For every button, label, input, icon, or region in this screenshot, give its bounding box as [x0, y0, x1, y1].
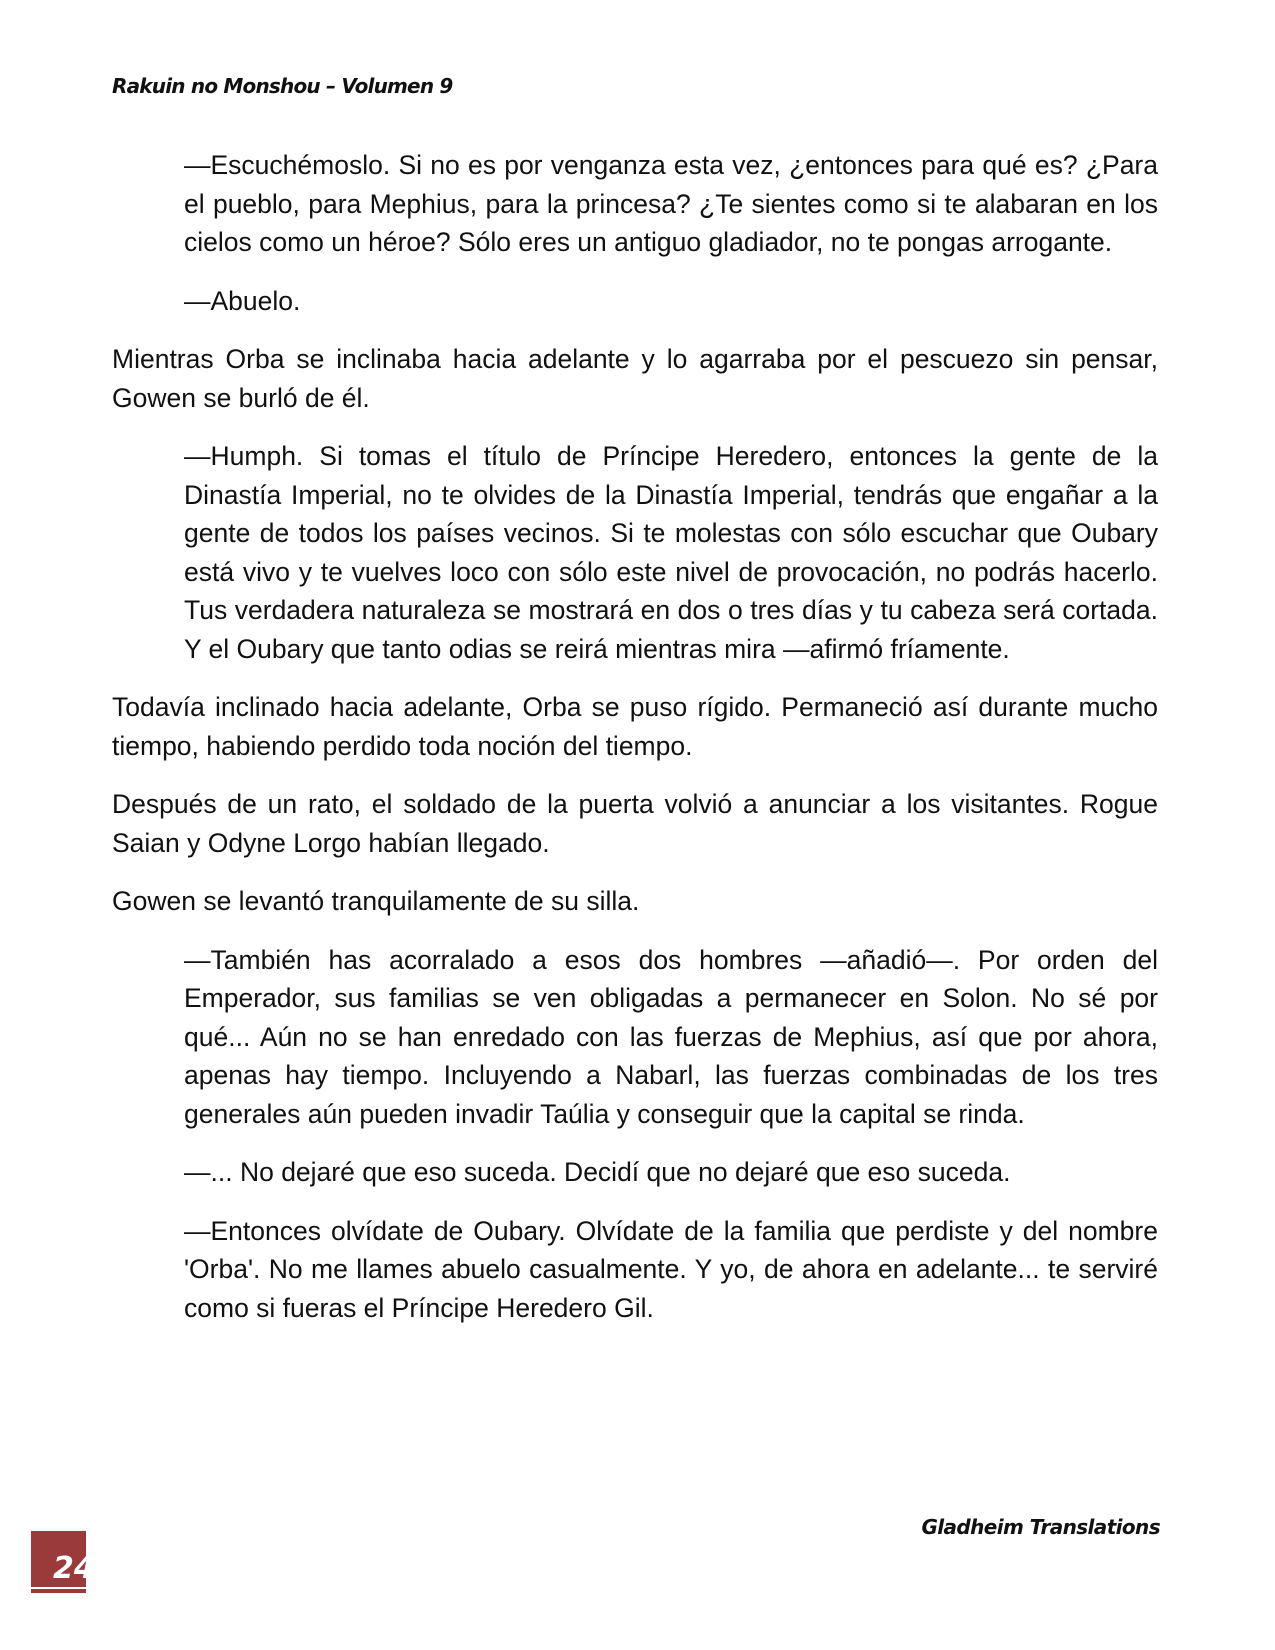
- page-number-box: [31, 1531, 95, 1593]
- paragraph: —Humph. Si tomas el título de Príncipe Heredero, entonces la gente de la Dinastía Imperial, no te olvides de la Dinastía Imperial, tendrás que engañar a la gente de todos los países vecinos. Si te molestas con sólo escuchar que Oubary está vivo y te vuelves loco con sólo este nivel de provocación, no podrás hacerlo. Tus verdadera naturaleza se mostrará en dos o tres días y tu cabeza será cortada. Y el Oubary que tanto odias se reirá mientras mira —afirmó fríamente.: [184, 441, 1158, 664]
- footer-credit: Gladheim Translations: [921, 1515, 1160, 1539]
- running-header: Rakuin no Monshou – Volumen 9: [112, 74, 453, 98]
- paragraph: Todavía inclinado hacia adelante, Orba se puso rígido. Permaneció así durante mucho tiempo, habiendo perdido toda noción del tiempo.: [112, 692, 1158, 761]
- paragraph: —Abuelo.: [184, 285, 301, 316]
- paragraph: —También has acorralado a esos dos hombres —añadió—. Por orden del Emperador, sus familias se ven obligadas a permanecer en Solon. No sé por qué... Aún no se han enredado con las fuerzas de Mephius, así que por ahora, apenas hay tiempo. Incluyendo a Nabarl, las fuerzas combinadas de los tres generales aún pueden invadir Taúlia y conseguir que la capital se rinda.: [184, 944, 1158, 1129]
- page-number-underline: [31, 1587, 86, 1589]
- body-text: [112, 146, 1158, 1347]
- paragraph: —Entonces olvídate de Oubary. Olvídate de la familia que perdiste y del nombre 'Orba'. No me llames abuelo casualmente. Y yo, de ahora en adelante... te serviré como si fueras el Príncipe Heredero Gil.: [184, 1215, 1158, 1323]
- paragraph: Mientras Orba se inclinaba hacia adelante y lo agarraba por el pescuezo sin pensar, Gowen se burló de él.: [112, 344, 1158, 413]
- paragraph: —Escuchémoslo. Si no es por venganza esta vez, ¿entonces para qué es? ¿Para el pueblo, para Mephius, para la princesa? ¿Te sientes como si te alabaran en los cielos como un héroe? Sólo eres un antiguo gladiador, no te pongas arrogante.: [184, 150, 1158, 257]
- page-number: 24: [53, 1551, 95, 1586]
- paragraph: —... No dejaré que eso suceda. Decidí que no dejaré que eso suceda.: [184, 1157, 1011, 1187]
- paragraph: Después de un rato, el soldado de la puerta volvió a anunciar a los visitantes. Rogue Saian y Odyne Lorgo habían llegado.: [112, 789, 1158, 858]
- paragraph: Gowen se levantó tranquilamente de su silla.: [112, 886, 640, 916]
